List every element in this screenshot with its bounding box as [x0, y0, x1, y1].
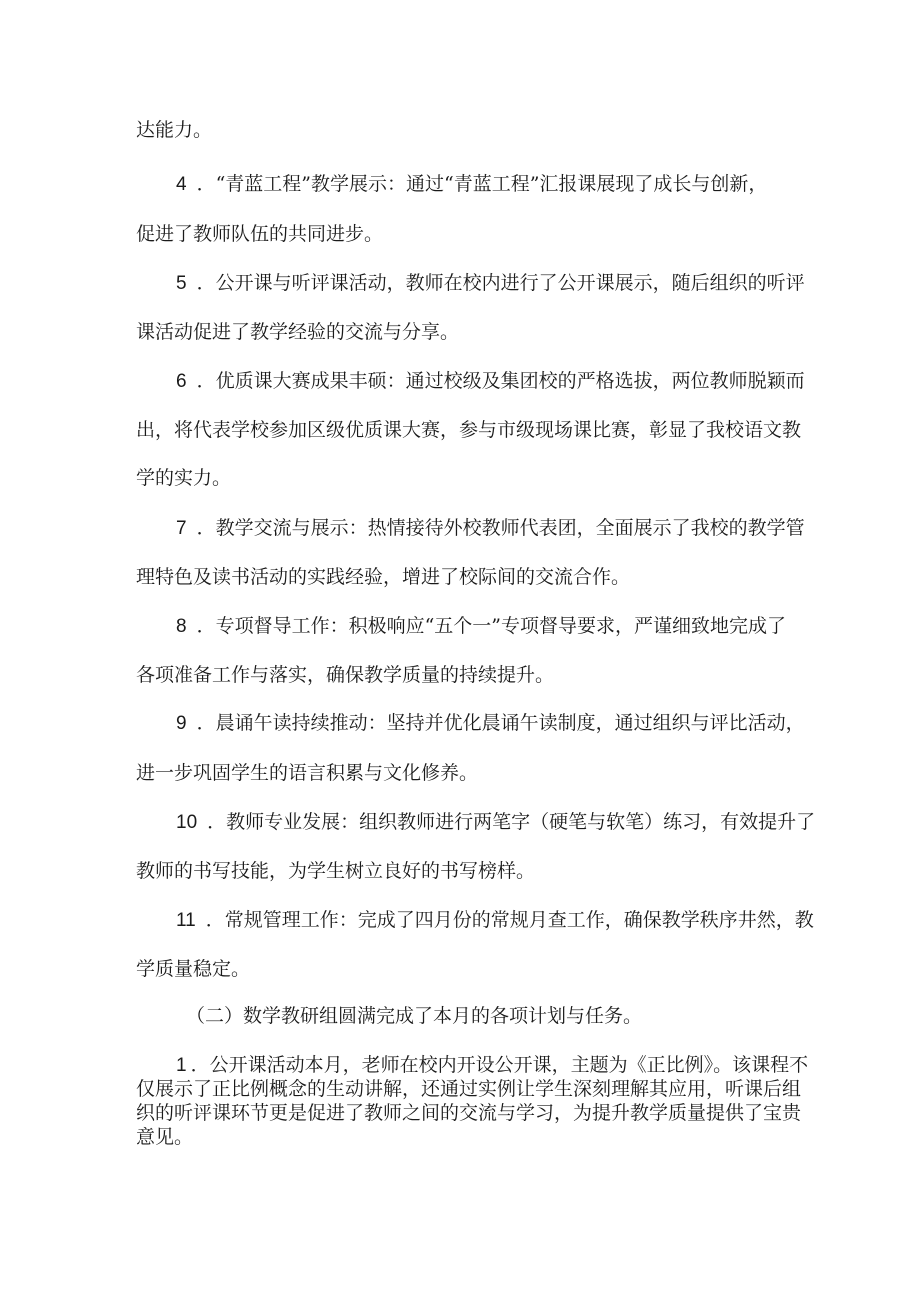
- list-item-text: ．“青蓝工程”教学展示：通过“青蓝工程”汇报课展现了成长与创新，: [196, 173, 768, 195]
- list-item-9-line-2: [136, 761, 478, 785]
- list-item-text: 仅展示了正比例概念的生动讲解，还通过实例让学生深刻理解其应用，听课后组: [136, 1078, 802, 1100]
- math-item-1-line-2: [136, 1077, 801, 1101]
- list-item-7-line-1: [176, 516, 805, 541]
- list-item-11-line-1: [176, 908, 814, 933]
- math-item-1-line-4: [136, 1125, 193, 1149]
- list-item-text: ．晨诵午读持续推动：坚持并优化晨诵午读制度，通过组织与评比活动，: [196, 712, 805, 734]
- list-item-11-line-2: [136, 957, 250, 981]
- list-item-4-line-1: [176, 172, 767, 197]
- list-item-5-line-2: [136, 320, 459, 344]
- list-item-text: 课活动促进了教学经验的交流与分享。: [136, 321, 460, 343]
- list-item-number: 4: [176, 174, 187, 195]
- list-item-9-line-1: [176, 711, 805, 736]
- paragraph-continuation-line: [136, 118, 212, 142]
- list-item-6-line-1: [176, 369, 805, 394]
- list-item-number: 10: [176, 812, 198, 833]
- list-item-number: 9: [176, 713, 187, 734]
- list-item-text: 促进了教师队伍的共同进步。: [136, 223, 384, 245]
- list-item-text: ．公开课活动本月，老师在校内开设公开课，主题为《正比例》。该课程不: [190, 1054, 809, 1076]
- list-item-text: ．优质课大赛成果丰硕：通过校级及集团校的严格选拔，两位教师脱颖而: [196, 370, 805, 392]
- section-heading-math: [186, 1004, 642, 1028]
- list-item-6-line-3: [136, 466, 231, 490]
- list-item-text: ．专项督导工作：积极响应“五个一”专项督导要求，严谨细致地完成了: [196, 615, 787, 637]
- section-heading-text: （二）数学教研组圆满完成了本月的各项计划与任务。: [186, 1005, 643, 1027]
- list-item-text: 教师的书写技能，为学生树立良好的书写榜样。: [136, 860, 536, 882]
- list-item-4-line-2: [136, 222, 383, 246]
- list-item-text: 织的听评课环节更是促进了教师之间的交流与学习，为提升教学质量提供了宝贵: [136, 1102, 802, 1124]
- list-item-number: 8: [176, 616, 187, 637]
- list-item-text: 意见。: [136, 1126, 194, 1148]
- list-item-text: ．常规管理工作：完成了四月份的常规月查工作，确保教学秩序井然，教: [205, 909, 814, 931]
- list-item-7-line-2: [136, 565, 630, 589]
- list-item-text: 进一步巩固学生的语言积累与文化修养。: [136, 762, 479, 784]
- math-item-1-line-3: [136, 1101, 801, 1125]
- list-item-10-line-1: [176, 810, 815, 835]
- paragraph-text: 达能力。: [136, 119, 213, 141]
- list-item-number: 6: [176, 371, 187, 392]
- list-item-6-line-2: [136, 418, 801, 442]
- list-item-5-line-1: [176, 271, 805, 296]
- list-item-text: ．教学交流与展示：热情接待外校教师代表团，全面展示了我校的教学管: [196, 517, 805, 539]
- list-item-number: 5: [176, 273, 187, 294]
- list-item-number: 11: [176, 910, 196, 931]
- list-item-text: 出，将代表学校参加区级优质课大赛，参与市级现场课比赛，彰显了我校语文教: [136, 419, 802, 441]
- list-item-text: 各项准备工作与落实，确保教学质量的持续提升。: [136, 664, 555, 686]
- list-item-8-line-2: [136, 663, 554, 687]
- math-item-1-line-1: [176, 1053, 808, 1078]
- list-item-number: 7: [176, 518, 187, 539]
- list-item-number: 1: [176, 1055, 187, 1076]
- list-item-8-line-1: [176, 614, 786, 639]
- list-item-text: 学质量稳定。: [136, 958, 251, 980]
- list-item-text: ．公开课与听评课活动，教师在校内进行了公开课展示，随后组织的听评: [196, 272, 805, 294]
- list-item-text: ．教师专业发展：组织教师进行两笔字（硬笔与软笔）练习，有效提升了: [207, 811, 816, 833]
- list-item-text: 理特色及读书活动的实践经验，增进了校际间的交流合作。: [136, 566, 631, 588]
- list-item-text: 学的实力。: [136, 467, 232, 489]
- list-item-10-line-2: [136, 859, 535, 883]
